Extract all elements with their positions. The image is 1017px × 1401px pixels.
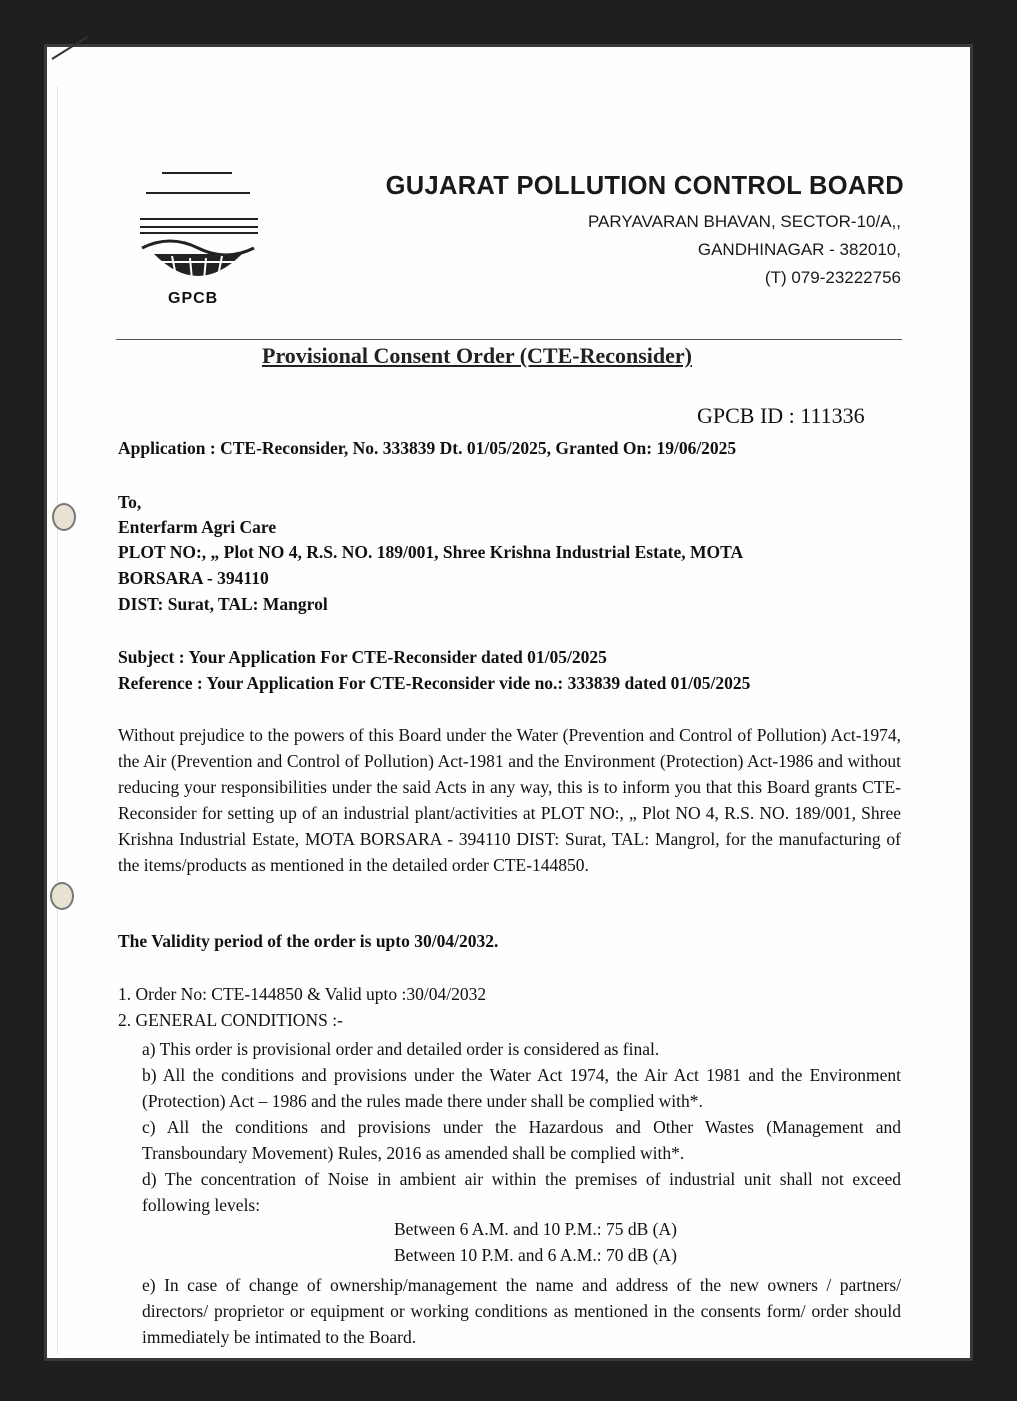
recipient-name: Enterfarm Agri Care: [118, 517, 277, 537]
phone-number: (T) 079-23222756: [764, 268, 901, 287]
recipient-address-2: BORSARA - 394110: [118, 568, 269, 588]
condition-a: a) This order is provisional order and detailed order is considered as final.: [142, 1039, 660, 1059]
recipient-address-1: PLOT NO:, „ Plot NO 4, R.S. NO. 189/001, Shree Krishna Industrial Estate, MOTA: [118, 542, 744, 562]
board-name: GUJARAT POLLUTION CONTROL BOARD: [385, 172, 904, 200]
address-line-1: PARYAVARAN BHAVAN, SECTOR-10/A,,: [587, 212, 901, 231]
application-line: Application : CTE-Reconsider, No. 333839 Dt. 01/05/2025, Granted On: 19/06/2025: [118, 438, 737, 458]
subject-line: Subject : Your Application For CTE-Reconsider dated 01/05/2025: [118, 647, 607, 667]
header-divider: [116, 339, 902, 340]
punch-hole-bottom: [50, 882, 74, 910]
validity-line: The Validity period of the order is upto 30/04/2032.: [118, 931, 499, 951]
condition-b: b) All the conditions and provisions under the Water Act 1974, the Air Act 1981 and the Environment (Protection) Act – 1986 and the rules made there under shall be complied with*.: [142, 1065, 901, 1111]
punch-hole-top: [52, 503, 76, 531]
body-paragraph: Without prejudice to the powers of this Board under the Water (Prevention and Control of Pollution) Act-1974, the Air (Prevention and Control of Pollution) Act-1981 and the Environment (Protection) Act-1986 and without reducing your responsibilities under the said Acts in any way, this is to inform you that this Board grants CTE-Reconsider for setting up of an industrial plant/activities at PLOT NO:, „ Plot NO 4, R.S. NO. 189/001, Shree Krishna Industrial Estate, MOTA BORSARA - 394110 DIST: Surat, TAL: Mangrol, for the manufacturing of the items/products as mentioned in the detailed order CTE-144850.: [118, 725, 901, 875]
general-conditions-heading: 2. GENERAL CONDITIONS :-: [118, 1010, 343, 1030]
document-title: Provisional Consent Order (CTE-Reconsider): [262, 343, 692, 368]
address-line-2: GANDHINAGAR - 382010,: [697, 240, 901, 259]
noise-level-day: Between 6 A.M. and 10 P.M.: 75 dB (A): [394, 1219, 677, 1239]
noise-level-night: Between 10 P.M. and 6 A.M.: 70 dB (A): [394, 1245, 677, 1265]
recipient-address-3: DIST: Surat, TAL: Mangrol: [118, 594, 328, 614]
gpcb-logo-icon: [132, 168, 264, 308]
reference-line: Reference : Your Application For CTE-Reconsider vide no.: 333839 dated 01/05/2025: [118, 673, 751, 693]
order-number-item: 1. Order No: CTE-144850 & Valid upto :30/04/2032: [118, 984, 487, 1004]
gpcb-id: GPCB ID : 111336: [697, 403, 865, 428]
condition-d: d) The concentration of Noise in ambient air within the premises of industrial unit shall not exceed following levels:: [142, 1169, 901, 1215]
condition-e: e) In case of change of ownership/management the name and address of the new owners / partners/ directors/ proprietor or equipment or working conditions as mentioned in the consents form/ order should immediately be intimated to the Board.: [142, 1275, 901, 1347]
to-label: To,: [118, 492, 142, 512]
condition-c: c) All the conditions and provisions under the Hazardous and Other Wastes (Management and Transboundary Movement) Rules, 2016 as amended shall be complied with*.: [142, 1117, 901, 1163]
logo-text: GPCB: [168, 290, 219, 307]
